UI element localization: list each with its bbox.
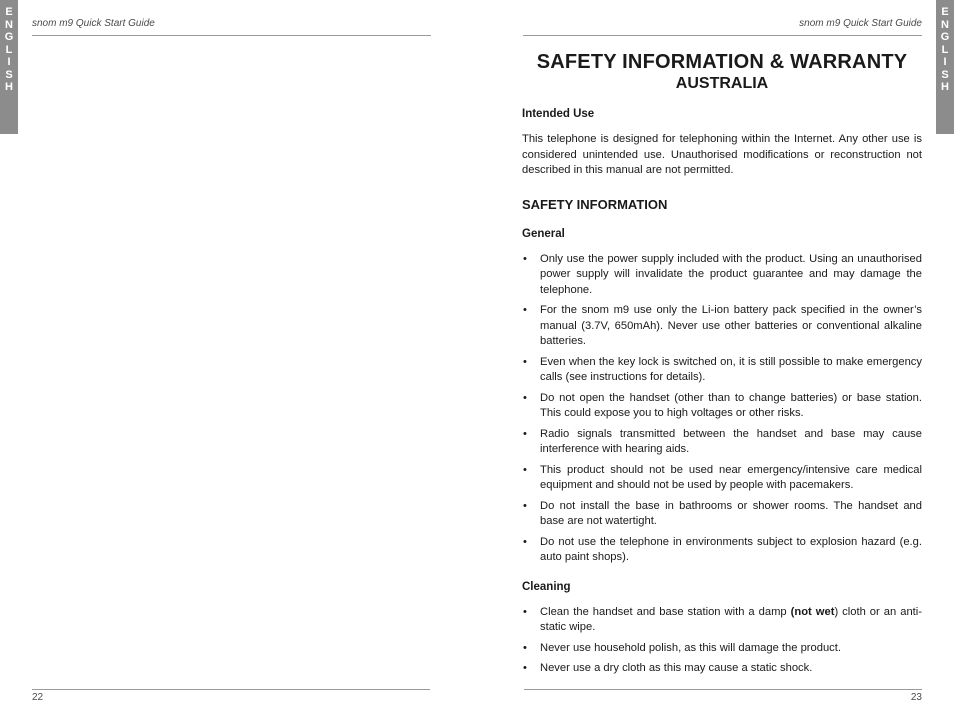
language-tab-right [936, 0, 954, 134]
header-rule-left [32, 35, 431, 36]
language-tab-letter: I [7, 56, 11, 68]
list-item [522, 355, 922, 386]
list-item [522, 641, 922, 657]
cleaning-heading: Cleaning [522, 580, 571, 593]
footer-rule-right [524, 689, 922, 690]
list-item [522, 252, 922, 299]
language-tab-letter: S [941, 68, 949, 81]
language-tab-letter: E [941, 6, 949, 18]
intended-use-text: This telephone is designed for telephoning within the Internet. Any other use is considered unintended use. Unauthorised modifications or reconstruction not described in this manual are not permitted. [522, 133, 922, 176]
language-tab-letter: G [940, 31, 950, 43]
bullet: • [523, 499, 527, 512]
list-item-text-part: ) cloth or an anti-static wipe. [540, 605, 922, 633]
list-item [522, 391, 922, 422]
list-item-text: Do not open the handset (other than to change batteries) or base station. This could expose you to high voltages or other risks. [540, 391, 922, 419]
page-content [522, 50, 922, 682]
list-item [522, 303, 922, 350]
page-subtitle: AUSTRALIA [675, 75, 769, 92]
list-item-text: For the snom m9 use only the Li-ion battery pack specified in the owner’s manual (3.7V, 650mAh). Never use other batteries or conventional alkaline batteries. [540, 304, 922, 347]
cleaning-list [522, 605, 922, 677]
list-item [522, 427, 922, 458]
page-number-left: 22 [32, 692, 44, 703]
running-head-right: snom m9 Quick Start Guide [799, 18, 922, 29]
page-title: SAFETY INFORMATION & WARRANTY [536, 51, 908, 73]
list-item [522, 605, 922, 636]
bullet: • [523, 355, 527, 368]
list-item-text-part: Clean the handset and base station with a damp [540, 605, 791, 618]
running-head-left: snom m9 Quick Start Guide [32, 18, 155, 29]
list-item-text: Even when the key lock is switched on, it is still possible to make emergency calls (see instructions for details). [540, 355, 922, 383]
bullet: • [523, 427, 527, 440]
language-tab-left [0, 0, 18, 134]
bullet: • [523, 252, 527, 265]
language-tab-letter: N [5, 18, 13, 31]
list-item-text: Do not use the telephone in environments subject to explosion hazard (e.g. auto paint shops). [540, 535, 922, 563]
language-tab-letter: N [941, 18, 949, 31]
footer-rule-left [32, 689, 430, 690]
language-tab-letter: I [943, 56, 947, 68]
general-heading: General [522, 227, 565, 240]
language-tab-letter: L [5, 43, 13, 56]
language-tab-letter: H [5, 81, 13, 93]
bullet: • [523, 391, 527, 404]
bullet: • [523, 662, 527, 674]
header-rule-right [523, 35, 922, 36]
list-item [522, 463, 922, 494]
bullet: • [523, 605, 527, 618]
bullet: • [523, 463, 527, 476]
emphasis-not-wet: (not wet [790, 605, 835, 618]
list-item [522, 499, 922, 530]
list-item-text: Radio signals transmitted between the handset and base may cause interference with hearing aids. [540, 427, 922, 455]
language-tab-letter: L [941, 43, 949, 56]
language-tab-letter: G [4, 31, 14, 43]
bullet: • [523, 535, 527, 548]
safety-information-heading: SAFETY INFORMATION [522, 196, 668, 212]
list-item-text: This product should not be used near emergency/intensive care medical equipment and should not be used by people with pacemakers. [540, 463, 922, 491]
bullet: • [523, 641, 527, 654]
list-item-text: Only use the power supply included with the product. Using an unauthorised power supply will invalidate the product guarantee and may damage the telephone. [540, 252, 922, 296]
general-list [522, 252, 922, 566]
language-tab-letter: E [5, 6, 13, 18]
list-item [522, 535, 922, 566]
list-item-text: Never use a dry cloth as this may cause a static shock. [540, 662, 813, 674]
list-item-text: Do not install the base in bathrooms or shower rooms. The handset and base are not watertight. [540, 499, 922, 527]
list-item-text: Never use household polish, as this will damage the product. [540, 641, 841, 654]
language-tab-letter: H [941, 81, 949, 93]
bullet: • [523, 304, 527, 316]
intended-use-heading: Intended Use [522, 108, 595, 120]
language-tab-letter: S [5, 68, 13, 81]
page-number-right: 23 [910, 692, 922, 703]
list-item [522, 661, 922, 677]
